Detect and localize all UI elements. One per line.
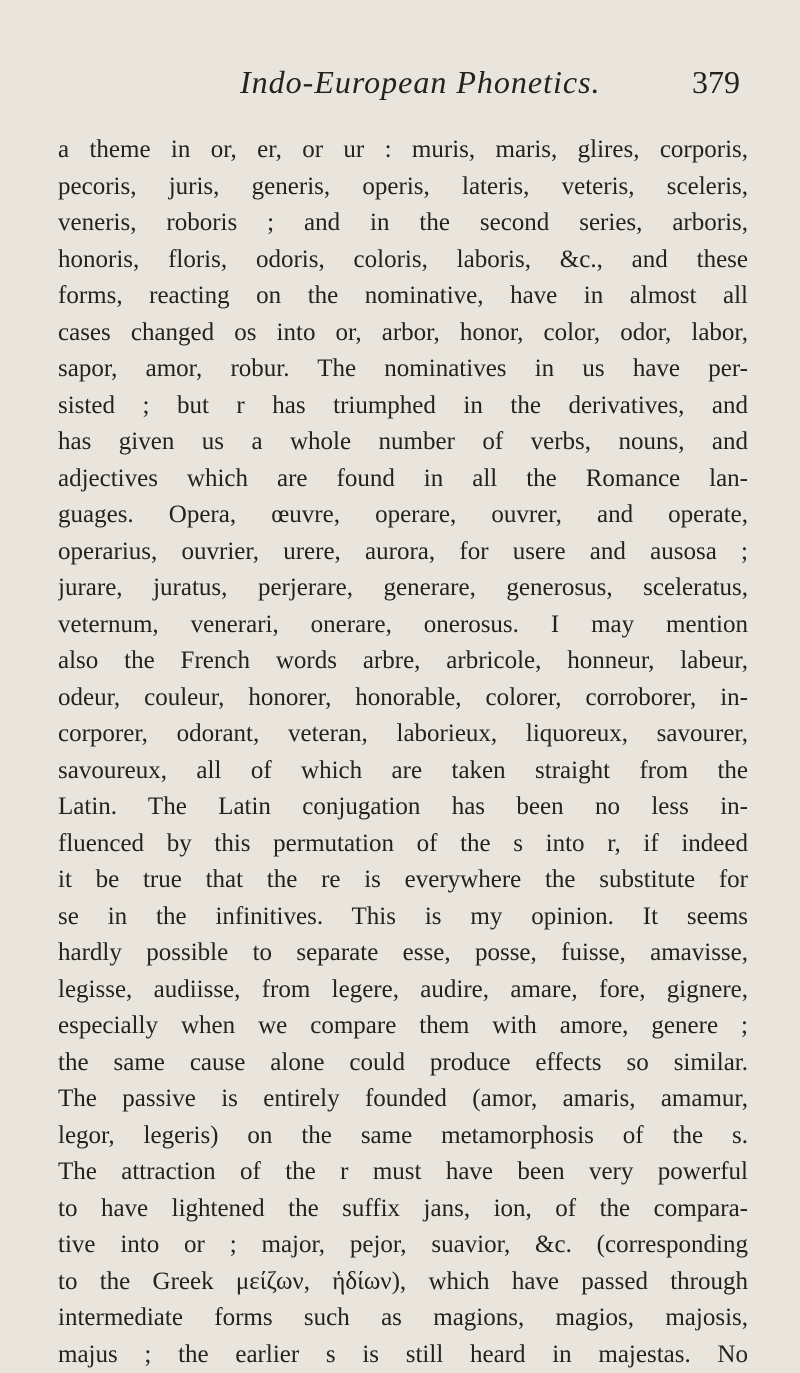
text-line: guages. Opera, œuvre, operare, ouvrer, and operate, <box>58 497 748 534</box>
text-line: pecoris, juris, generis, operis, lateris, veteris, sceleris, <box>58 169 748 206</box>
text-line: hardly possible to separate esse, posse, fuisse, amavisse, <box>58 935 748 972</box>
text-line: operarius, ouvrier, urere, aurora, for usere and ausosa ; <box>58 534 748 571</box>
text-line: veneris, roboris ; and in the second series, arboris, <box>58 205 748 242</box>
page-number: 379 <box>692 64 740 101</box>
text-line: tive into or ; major, pejor, suavior, &c. (corresponding <box>58 1227 748 1264</box>
text-line: sapor, amor, robur. The nominatives in us have per- <box>58 351 748 388</box>
text-line: legor, legeris) on the same metamorphosis of the s. <box>58 1118 748 1155</box>
text-line: Latin. The Latin conjugation has been no less in- <box>58 789 748 826</box>
text-line: the same cause alone could produce effects so similar. <box>58 1045 748 1082</box>
text-line: The passive is entirely founded (amor, amaris, amamur, <box>58 1081 748 1118</box>
text-line: to the Greek μείζων, ἡδίων), which have passed through <box>58 1264 748 1301</box>
text-line: it be true that the re is everywhere the substitute for <box>58 862 748 899</box>
text-line: The attraction of the r must have been very powerful <box>58 1154 748 1191</box>
page-header <box>240 64 740 114</box>
text-line: odeur, couleur, honorer, honorable, colorer, corroborer, in- <box>58 680 748 717</box>
text-line: to have lightened the suffix jans, ion, of the compara- <box>58 1191 748 1228</box>
text-line: corporer, odorant, veteran, laborieux, liquoreux, savourer, <box>58 716 748 753</box>
text-line: legisse, audiisse, from legere, audire, amare, fore, gignere, <box>58 972 748 1009</box>
text-line: a theme in or, er, or ur : muris, maris, glires, corporis, <box>58 132 748 169</box>
text-line: especially when we compare them with amore, genere ; <box>58 1008 748 1045</box>
text-line: majus ; the earlier s is still heard in majestas. No <box>58 1337 748 1373</box>
text-line: forms, reacting on the nominative, have in almost all <box>58 278 748 315</box>
text-line: has given us a whole number of verbs, nouns, and <box>58 424 748 461</box>
text-line: honoris, floris, odoris, coloris, laboris, &c., and these <box>58 242 748 279</box>
body-text <box>58 132 748 1373</box>
text-line: savoureux, all of which are taken straight from the <box>58 753 748 790</box>
text-line: fluenced by this permutation of the s into r, if indeed <box>58 826 748 863</box>
text-line: also the French words arbre, arbricole, honneur, labeur, <box>58 643 748 680</box>
text-line: adjectives which are found in all the Romance lan- <box>58 461 748 498</box>
text-line: sisted ; but r has triumphed in the derivatives, and <box>58 388 748 425</box>
text-line: cases changed os into or, arbor, honor, color, odor, labor, <box>58 315 748 352</box>
text-line: se in the infinitives. This is my opinion. It seems <box>58 899 748 936</box>
text-line: intermediate forms such as magions, magios, majosis, <box>58 1300 748 1337</box>
running-title: Indo-European Phonetics. <box>240 64 601 101</box>
text-line: jurare, juratus, perjerare, generare, generosus, sceleratus, <box>58 570 748 607</box>
text-line: veternum, venerari, onerare, onerosus. I may mention <box>58 607 748 644</box>
